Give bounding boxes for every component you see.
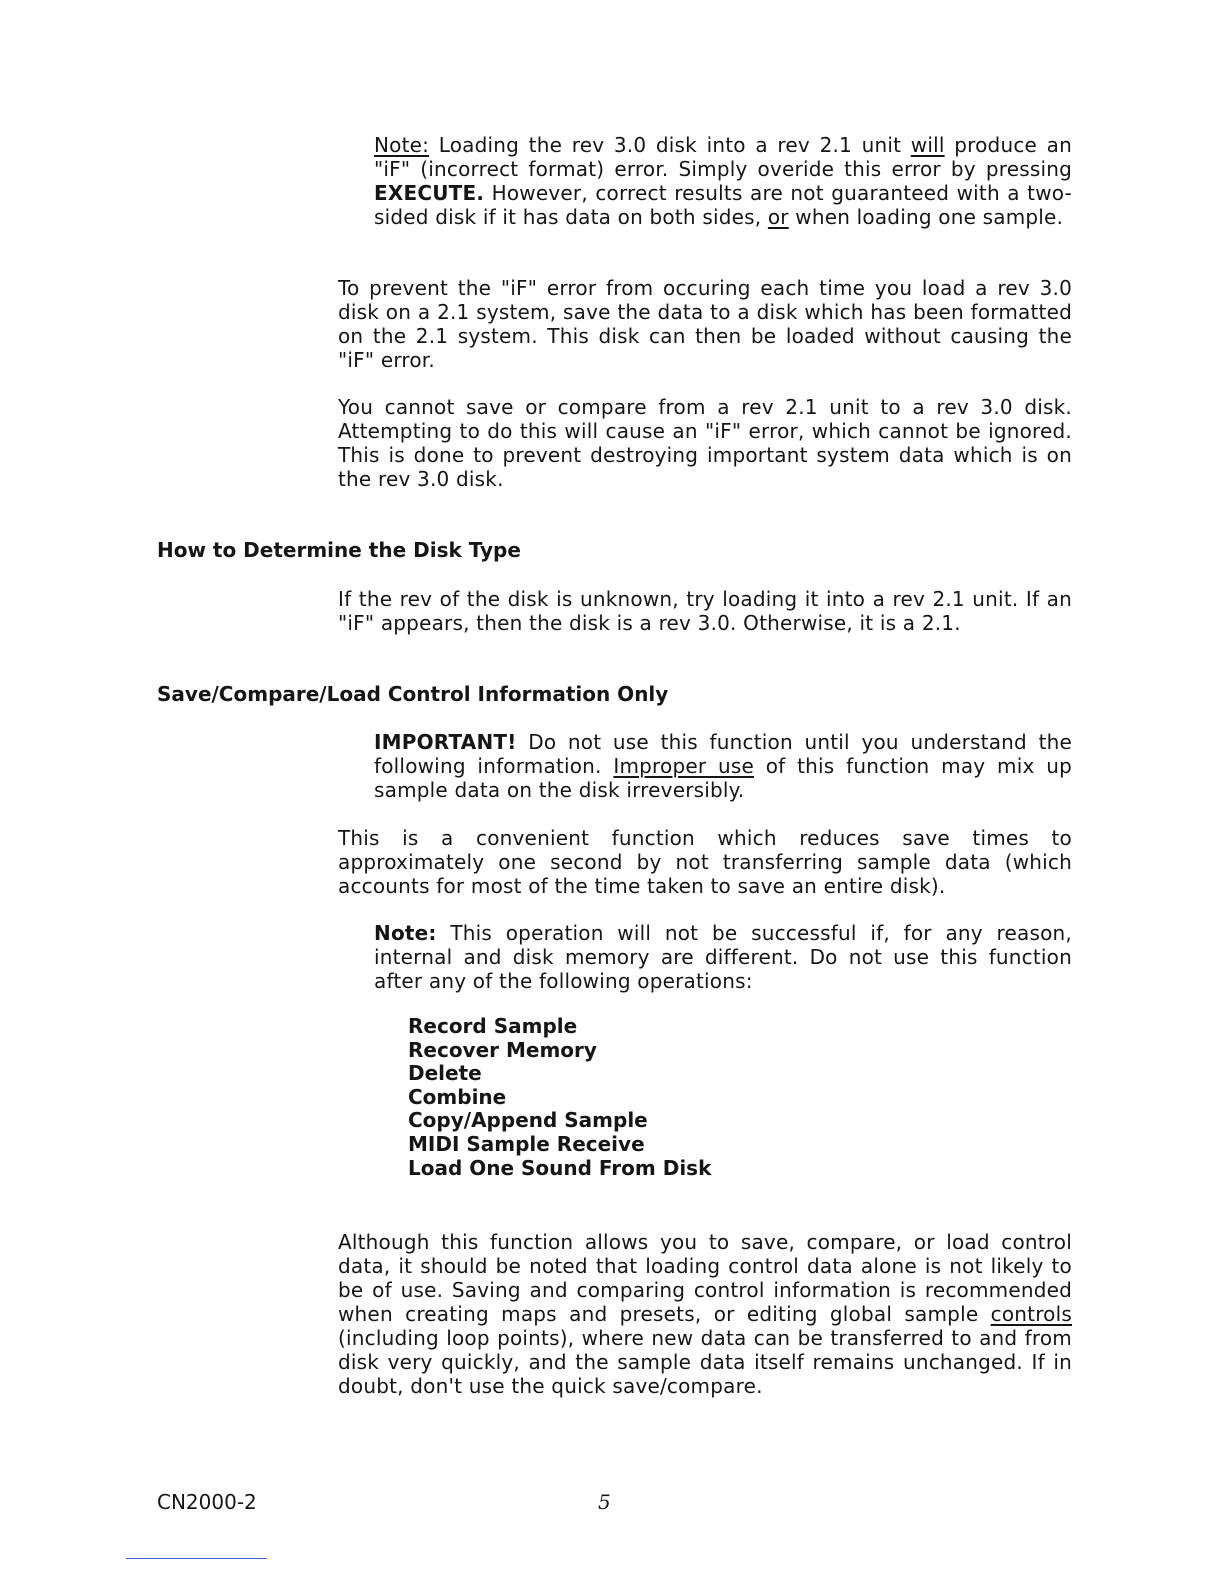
note-text-d: when loading one sample. xyxy=(788,205,1064,229)
footer-document-id: CN2000-2 xyxy=(157,1490,257,1514)
important-text-a: Do not use this function until you understand the following information. xyxy=(374,730,1072,778)
note-text-a: Loading the rev 3.0 disk into a rev 2.1 unit xyxy=(429,133,911,157)
paragraph-although xyxy=(338,1230,1072,1398)
heading-determine-disk-type: How to Determine the Disk Type xyxy=(157,538,521,562)
list-item: Recover Memory xyxy=(408,1037,597,1062)
note-text-c: However, correct results are not guaranteed with a two-sided disk if it has data on both sides, xyxy=(374,181,1072,229)
note-label: Note: xyxy=(374,133,430,157)
paragraph-convenient-function: This is a convenient function which reduces save times to approximately one second by not transferring sample data (which accounts for most of the time taken to save an entire disk). xyxy=(338,826,1072,898)
execute-key: EXECUTE. xyxy=(374,181,485,205)
important-label: IMPORTANT! xyxy=(374,730,517,754)
note2-label: Note: xyxy=(374,921,437,945)
will-emphasis: will xyxy=(910,133,945,157)
paragraph-cannot-save: You cannot save or compare from a rev 2.1 unit to a rev 3.0 disk. Attempting to do this will cause an "iF" error, which cannot be ignored. This is done to prevent destroying important system data which is on the rev 3.0 disk. xyxy=(338,395,1072,491)
list-item: Record Sample xyxy=(408,1014,578,1038)
note2-text: This operation will not be successful if, for any reason, internal and disk memory are different. Do not use this function after any of the following operations: xyxy=(374,921,1072,993)
operations-list xyxy=(408,1015,711,1180)
heading-control-information: Save/Compare/Load Control Information Only xyxy=(157,682,669,706)
list-item: Combine xyxy=(408,1084,507,1109)
paragraph-disk-type: If the rev of the disk is unknown, try loading it into a rev 2.1 unit. If an "iF" appears, then the disk is a rev 3.0. Otherwise, it is a 2.1. xyxy=(338,587,1072,635)
controls-emphasis: controls xyxy=(990,1302,1072,1326)
list-item: Copy/Append Sample xyxy=(408,1108,648,1133)
footer-rule xyxy=(126,1558,267,1559)
although-text-b: (including loop points), where new data can be transferred to and from disk very quickly, and the sample data itself remains unchanged. If in doubt, don't use the quick save/compare. xyxy=(338,1326,1072,1398)
note-memory-different xyxy=(374,921,1072,993)
improper-use-emphasis: Improper use xyxy=(613,754,754,778)
paragraph-prevent-if-error: To prevent the "iF" error from occuring each time you load a rev 3.0 disk on a 2.1 system, save the data to a disk which has been formatted on the 2.1 system. This disk can then be loaded without causing the "iF" error. xyxy=(338,276,1072,372)
although-text-a: Although this function allows you to save, compare, or load control data, it should be noted that loading control data alone is not likely to be of use. Saving and comparing control information is recommended when creating maps and presets, or editing global sample xyxy=(338,1230,1072,1326)
note-rev-compat xyxy=(374,133,1072,229)
important-text-b: of this function may mix up sample data on the disk irreversibly. xyxy=(374,754,1072,802)
list-item: Load One Sound From Disk xyxy=(408,1155,712,1180)
list-item: Delete xyxy=(408,1061,482,1086)
or-emphasis: or xyxy=(767,205,789,229)
important-warning xyxy=(374,730,1072,802)
list-item: MIDI Sample Receive xyxy=(408,1131,645,1156)
note-text-b: produce an "iF" (incorrect format) error. Simply overide this error by pressing xyxy=(374,133,1072,181)
footer-page-number: 5 xyxy=(598,1490,611,1514)
